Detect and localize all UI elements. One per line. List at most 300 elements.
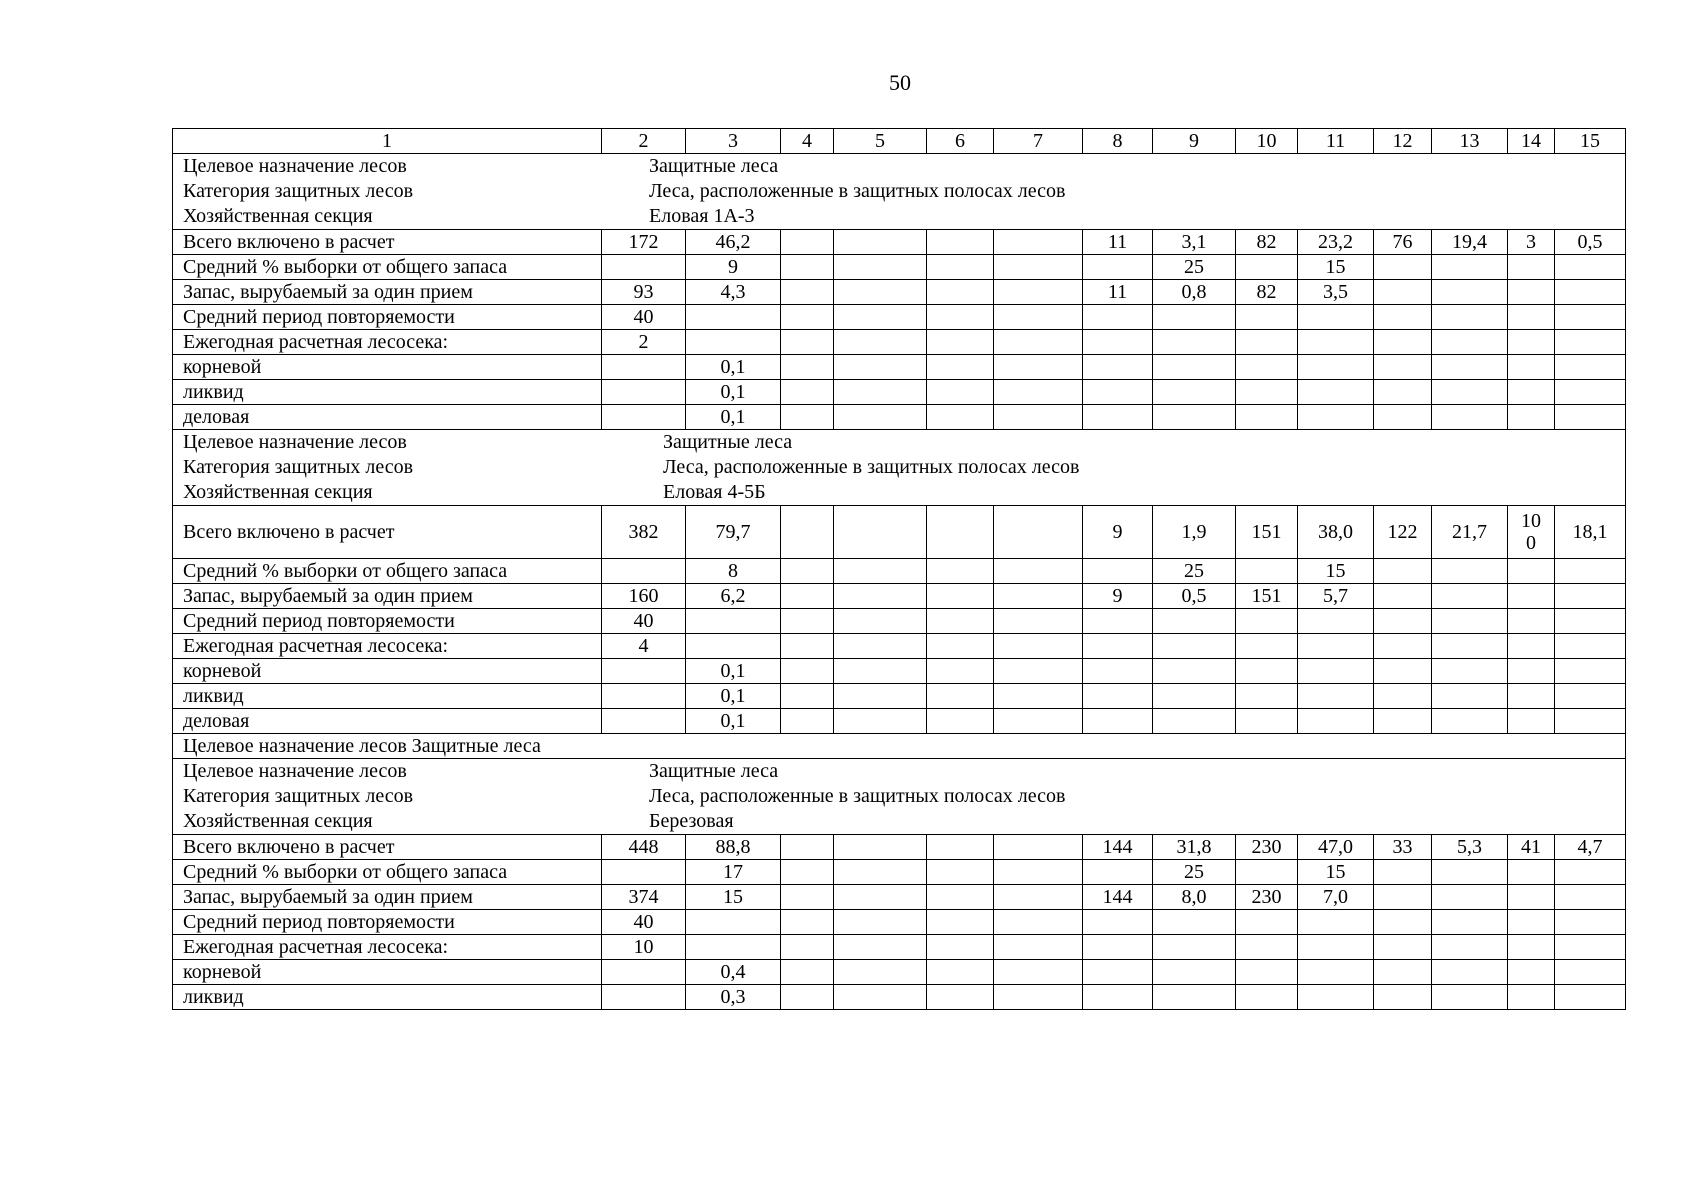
column-number-cell: 13 <box>1432 129 1508 154</box>
value-cell <box>1083 709 1153 734</box>
section-label: Хозяйственная секция <box>183 810 373 832</box>
value-cell: 0,5 <box>1555 230 1626 255</box>
value-cell <box>1083 405 1153 430</box>
value-cell <box>1432 935 1508 960</box>
value-cell <box>1298 330 1374 355</box>
value-cell <box>1153 305 1236 330</box>
table-row <box>173 305 1626 330</box>
value-cell <box>1083 960 1153 985</box>
row-label: Средний % выборки от общего запаса <box>173 559 602 584</box>
value-cell <box>686 634 781 659</box>
value-cell <box>1432 860 1508 885</box>
column-number-cell: 11 <box>1298 129 1374 154</box>
value-cell <box>927 910 994 935</box>
value-cell <box>1236 910 1298 935</box>
value-cell <box>927 230 994 255</box>
row-label: ликвид <box>173 684 602 709</box>
column-number-cell: 4 <box>781 129 834 154</box>
value-cell: 17 <box>686 860 781 885</box>
row-label: Ежегодная расчетная лесосека: <box>173 935 602 960</box>
value-cell <box>781 559 834 584</box>
value-cell <box>927 835 994 860</box>
value-cell <box>602 709 686 734</box>
value-cell: 5,3 <box>1432 835 1508 860</box>
value-cell <box>1555 255 1626 280</box>
value-cell <box>1374 709 1432 734</box>
value-cell: 4,3 <box>686 280 781 305</box>
value-cell <box>1083 305 1153 330</box>
value-cell <box>1374 960 1432 985</box>
value-cell <box>834 405 927 430</box>
value-cell <box>1432 885 1508 910</box>
value-cell <box>1153 380 1236 405</box>
value-cell: 15 <box>686 885 781 910</box>
value-cell <box>1236 684 1298 709</box>
value-cell <box>1508 960 1555 985</box>
value-cell <box>781 405 834 430</box>
value-cell: 5,7 <box>1298 584 1374 609</box>
row-label: Ежегодная расчетная лесосека: <box>173 330 602 355</box>
category-value: Леса, расположенные в защитных полосах лесов <box>649 180 1066 202</box>
value-cell <box>1508 330 1555 355</box>
category-label: Категория защитных лесов <box>183 785 414 807</box>
value-cell <box>994 380 1083 405</box>
row-label: Средний % выборки от общего запаса <box>173 860 602 885</box>
value-cell: 11 <box>1083 230 1153 255</box>
value-cell <box>1153 960 1236 985</box>
wrapped-value-bottom: 0 <box>1526 532 1536 554</box>
value-cell <box>1236 609 1298 634</box>
section-info-grid <box>173 430 1625 505</box>
value-cell <box>1236 405 1298 430</box>
value-cell <box>834 634 927 659</box>
value-cell <box>1083 684 1153 709</box>
value-cell <box>994 709 1083 734</box>
value-cell: 0,1 <box>686 709 781 734</box>
value-cell: 144 <box>1083 835 1153 860</box>
value-cell <box>994 885 1083 910</box>
value-cell <box>834 935 927 960</box>
value-cell: 230 <box>1236 885 1298 910</box>
value-cell <box>781 280 834 305</box>
value-cell <box>1432 559 1508 584</box>
value-cell: 15 <box>1298 255 1374 280</box>
value-cell <box>834 305 927 330</box>
section-info-grid <box>173 759 1625 834</box>
value-cell: 4,7 <box>1555 835 1626 860</box>
category-label: Категория защитных лесов <box>183 180 414 202</box>
value-cell <box>834 559 927 584</box>
value-cell <box>834 506 927 559</box>
value-cell <box>781 910 834 935</box>
value-cell <box>1298 985 1374 1010</box>
row-label: ликвид <box>173 380 602 405</box>
value-cell <box>781 584 834 609</box>
value-cell <box>1508 910 1555 935</box>
value-cell <box>834 330 927 355</box>
value-cell <box>927 559 994 584</box>
value-cell <box>1153 985 1236 1010</box>
value-cell: 18,1 <box>1555 506 1626 559</box>
value-cell <box>1555 860 1626 885</box>
value-cell <box>1374 559 1432 584</box>
value-cell <box>834 709 927 734</box>
value-cell <box>994 280 1083 305</box>
value-cell: 8 <box>686 559 781 584</box>
value-cell <box>1432 405 1508 430</box>
value-cell <box>834 609 927 634</box>
table-row <box>173 230 1626 255</box>
table-row <box>173 659 1626 684</box>
value-cell <box>927 935 994 960</box>
value-cell <box>1083 559 1153 584</box>
table-row <box>173 559 1626 584</box>
value-cell: 25 <box>1153 255 1236 280</box>
value-cell <box>781 330 834 355</box>
section-info-row <box>173 759 1626 835</box>
column-number-cell: 7 <box>994 129 1083 154</box>
value-cell <box>994 230 1083 255</box>
value-cell <box>1236 559 1298 584</box>
value-cell <box>1555 684 1626 709</box>
value-cell: 0,1 <box>686 659 781 684</box>
section-value: Березовая <box>649 810 734 832</box>
value-cell <box>1298 634 1374 659</box>
value-cell <box>994 860 1083 885</box>
value-cell <box>1374 860 1432 885</box>
value-cell <box>1432 584 1508 609</box>
value-cell <box>781 985 834 1010</box>
wrapped-value <box>1521 510 1541 554</box>
value-cell <box>781 709 834 734</box>
table-row <box>173 330 1626 355</box>
value-cell: 9 <box>1083 584 1153 609</box>
value-cell: 172 <box>602 230 686 255</box>
purpose-label: Целевое назначение лесов <box>183 155 407 177</box>
value-cell <box>834 584 927 609</box>
section-info-cell <box>173 430 1626 506</box>
value-cell <box>1374 405 1432 430</box>
value-cell <box>1432 305 1508 330</box>
value-cell: 151 <box>1236 506 1298 559</box>
page-number: 50 <box>889 70 911 95</box>
value-cell <box>1508 255 1555 280</box>
value-cell <box>686 330 781 355</box>
value-cell <box>1374 985 1432 1010</box>
row-label: Всего включено в расчет <box>173 230 602 255</box>
value-cell <box>1083 255 1153 280</box>
table-row <box>173 709 1626 734</box>
value-cell: 40 <box>602 609 686 634</box>
value-cell: 0,8 <box>1153 280 1236 305</box>
value-cell: 19,4 <box>1432 230 1508 255</box>
table-row <box>173 885 1626 910</box>
value-cell: 40 <box>602 910 686 935</box>
value-cell <box>994 684 1083 709</box>
value-cell <box>1298 380 1374 405</box>
value-cell: 0,1 <box>686 355 781 380</box>
value-cell <box>781 960 834 985</box>
column-number-cell: 2 <box>602 129 686 154</box>
value-cell <box>686 305 781 330</box>
wrapped-value-top: 10 <box>1521 510 1541 532</box>
value-cell <box>1236 935 1298 960</box>
value-cell <box>1374 380 1432 405</box>
value-cell: 21,7 <box>1432 506 1508 559</box>
section-info-cell <box>173 759 1626 835</box>
value-cell <box>1083 860 1153 885</box>
value-cell: 3 <box>1508 230 1555 255</box>
value-cell: 4 <box>602 634 686 659</box>
value-cell <box>1236 960 1298 985</box>
value-cell <box>1508 380 1555 405</box>
value-cell <box>602 659 686 684</box>
value-cell <box>994 584 1083 609</box>
value-cell <box>834 280 927 305</box>
value-cell <box>1153 910 1236 935</box>
value-cell: 11 <box>1083 280 1153 305</box>
table-row <box>173 860 1626 885</box>
value-cell: 31,8 <box>1153 835 1236 860</box>
value-cell: 0,1 <box>686 684 781 709</box>
value-cell <box>781 659 834 684</box>
row-label: Запас, вырубаемый за один прием <box>173 280 602 305</box>
value-cell <box>686 609 781 634</box>
column-number-cell: 10 <box>1236 129 1298 154</box>
value-cell <box>994 835 1083 860</box>
value-cell <box>1374 910 1432 935</box>
value-cell <box>1555 885 1626 910</box>
section-label: Хозяйственная секция <box>183 205 373 227</box>
table-row <box>173 355 1626 380</box>
value-cell: 15 <box>1298 860 1374 885</box>
section-heading: Целевое назначение лесов Защитные леса <box>173 734 1626 759</box>
value-cell: 38,0 <box>1298 506 1374 559</box>
value-cell <box>1555 935 1626 960</box>
column-number-cell: 8 <box>1083 129 1153 154</box>
total-row <box>173 506 1626 559</box>
value-cell <box>1374 305 1432 330</box>
value-cell <box>1432 985 1508 1010</box>
value-cell <box>1555 609 1626 634</box>
value-cell <box>1153 935 1236 960</box>
value-cell <box>994 305 1083 330</box>
value-cell <box>602 405 686 430</box>
value-cell: 144 <box>1083 885 1153 910</box>
table-row <box>173 835 1626 860</box>
value-cell <box>1555 985 1626 1010</box>
value-cell <box>1236 355 1298 380</box>
value-cell <box>1555 584 1626 609</box>
value-cell <box>1374 330 1432 355</box>
value-cell <box>1508 935 1555 960</box>
value-cell-wrapped <box>1508 506 1555 559</box>
section-info-row <box>173 154 1626 230</box>
value-cell: 15 <box>1298 559 1374 584</box>
row-label: корневой <box>173 659 602 684</box>
value-cell <box>1508 280 1555 305</box>
value-cell <box>781 355 834 380</box>
value-cell <box>834 985 927 1010</box>
value-cell <box>781 609 834 634</box>
value-cell <box>927 885 994 910</box>
value-cell: 10 <box>602 935 686 960</box>
value-cell <box>1555 709 1626 734</box>
value-cell <box>927 305 994 330</box>
value-cell <box>602 960 686 985</box>
value-cell <box>1236 330 1298 355</box>
value-cell <box>994 960 1083 985</box>
value-cell <box>1508 860 1555 885</box>
value-cell <box>927 684 994 709</box>
value-cell <box>1432 255 1508 280</box>
value-cell <box>994 609 1083 634</box>
value-cell: 47,0 <box>1298 835 1374 860</box>
row-label: Средний период повторяемости <box>173 609 602 634</box>
value-cell <box>1432 634 1508 659</box>
value-cell: 3,5 <box>1298 280 1374 305</box>
value-cell: 382 <box>602 506 686 559</box>
value-cell <box>1083 634 1153 659</box>
value-cell: 6,2 <box>686 584 781 609</box>
value-cell: 7,0 <box>1298 885 1374 910</box>
value-cell <box>1555 405 1626 430</box>
value-cell <box>602 255 686 280</box>
value-cell <box>1555 634 1626 659</box>
value-cell <box>927 634 994 659</box>
value-cell <box>834 380 927 405</box>
allowable-cut-table <box>172 128 1626 1010</box>
value-cell <box>927 280 994 305</box>
value-cell <box>1083 659 1153 684</box>
value-cell <box>834 835 927 860</box>
value-cell: 46,2 <box>686 230 781 255</box>
value-cell <box>1432 910 1508 935</box>
value-cell: 9 <box>686 255 781 280</box>
value-cell <box>1236 985 1298 1010</box>
row-label: Запас, вырубаемый за один прием <box>173 584 602 609</box>
value-cell <box>834 659 927 684</box>
value-cell: 8,0 <box>1153 885 1236 910</box>
value-cell <box>1083 609 1153 634</box>
value-cell <box>781 255 834 280</box>
value-cell: 0,5 <box>1153 584 1236 609</box>
column-number-cell: 14 <box>1508 129 1555 154</box>
value-cell <box>994 935 1083 960</box>
value-cell <box>927 659 994 684</box>
value-cell <box>1298 935 1374 960</box>
value-cell <box>1508 885 1555 910</box>
value-cell <box>781 634 834 659</box>
section-value: Еловая 1А-3 <box>649 205 755 227</box>
value-cell <box>1432 380 1508 405</box>
table-row <box>173 584 1626 609</box>
value-cell <box>1555 355 1626 380</box>
value-cell: 3,1 <box>1153 230 1236 255</box>
row-label: корневой <box>173 355 602 380</box>
value-cell <box>994 910 1083 935</box>
value-cell <box>834 885 927 910</box>
section-value: Еловая 4-5Б <box>663 481 766 503</box>
value-cell <box>1153 684 1236 709</box>
value-cell <box>1298 910 1374 935</box>
value-cell <box>1236 305 1298 330</box>
row-label: корневой <box>173 960 602 985</box>
value-cell <box>1432 659 1508 684</box>
column-number-cell: 1 <box>173 129 602 154</box>
value-cell <box>927 255 994 280</box>
value-cell <box>1298 405 1374 430</box>
value-cell <box>602 380 686 405</box>
value-cell <box>994 330 1083 355</box>
purpose-label: Целевое назначение лесов <box>183 431 407 453</box>
value-cell <box>1374 584 1432 609</box>
value-cell <box>994 634 1083 659</box>
section-info-grid <box>173 154 1625 229</box>
value-cell <box>927 506 994 559</box>
value-cell: 23,2 <box>1298 230 1374 255</box>
value-cell <box>927 709 994 734</box>
value-cell <box>834 255 927 280</box>
value-cell <box>1432 684 1508 709</box>
value-cell <box>1374 659 1432 684</box>
value-cell <box>781 935 834 960</box>
value-cell <box>1555 280 1626 305</box>
value-cell <box>1508 584 1555 609</box>
table-row <box>173 609 1626 634</box>
value-cell <box>927 960 994 985</box>
table-row <box>173 255 1626 280</box>
table-body <box>173 129 1626 1010</box>
value-cell <box>686 935 781 960</box>
value-cell <box>1153 330 1236 355</box>
value-cell <box>1508 985 1555 1010</box>
table-row <box>173 380 1626 405</box>
value-cell <box>1432 280 1508 305</box>
value-cell <box>1374 280 1432 305</box>
category-value: Леса, расположенные в защитных полосах лесов <box>663 456 1080 478</box>
purpose-value: Защитные леса <box>649 760 779 782</box>
value-cell <box>927 609 994 634</box>
value-cell <box>1508 684 1555 709</box>
value-cell <box>994 559 1083 584</box>
value-cell <box>927 405 994 430</box>
value-cell <box>927 860 994 885</box>
value-cell: 9 <box>1083 506 1153 559</box>
value-cell <box>781 506 834 559</box>
row-label: Средний период повторяемости <box>173 910 602 935</box>
column-number-cell: 5 <box>834 129 927 154</box>
section-heading-row <box>173 734 1626 759</box>
value-cell <box>1298 609 1374 634</box>
value-cell <box>781 380 834 405</box>
value-cell <box>781 885 834 910</box>
value-cell <box>1555 305 1626 330</box>
value-cell <box>1236 860 1298 885</box>
value-cell <box>1298 709 1374 734</box>
value-cell: 1,9 <box>1153 506 1236 559</box>
table-row <box>173 935 1626 960</box>
value-cell <box>1236 255 1298 280</box>
row-label: Всего включено в расчет <box>173 506 602 559</box>
value-cell <box>1083 330 1153 355</box>
table-row <box>173 985 1626 1010</box>
value-cell <box>602 559 686 584</box>
value-cell <box>834 960 927 985</box>
value-cell: 122 <box>1374 506 1432 559</box>
column-number-cell: 9 <box>1153 129 1236 154</box>
value-cell <box>1153 659 1236 684</box>
